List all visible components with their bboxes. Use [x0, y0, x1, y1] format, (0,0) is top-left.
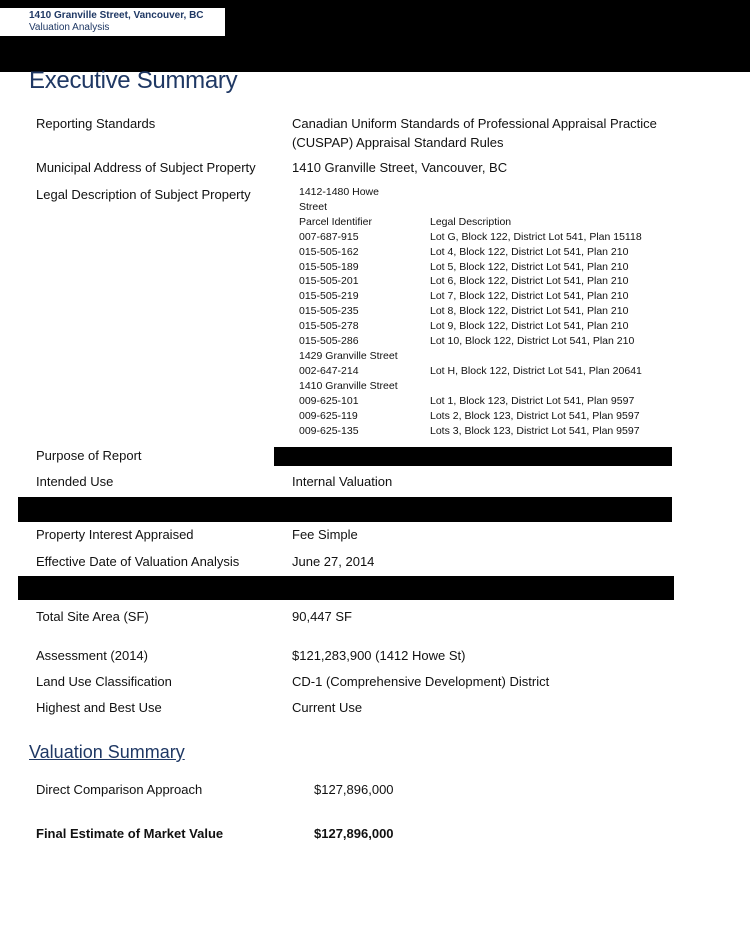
legal-group1-descs	[430, 230, 642, 348]
label-purpose-of-report: Purpose of Report	[36, 448, 142, 463]
label-intended-use: Intended Use	[36, 474, 114, 489]
value-reporting-standards-line1: Canadian Uniform Standards of Professional Appraisal Practice	[292, 116, 657, 131]
legal-pid: 015-505-201	[299, 275, 359, 288]
value-site-area: 90,447 SF	[292, 609, 352, 624]
legal-desc: Lot 5, Block 122, District Lot 541, Plan 210	[430, 260, 629, 273]
legal-pid: 015-505-189	[299, 260, 359, 273]
label-municipal-address: Municipal Address of Subject Property	[36, 160, 256, 175]
legal-desc: Lot G, Block 122, District Lot 541, Plan 15118	[430, 231, 642, 243]
value-direct-comparison: $127,896,000	[314, 782, 394, 797]
legal-pid: 007-687-915	[299, 231, 359, 243]
legal-pid: 015-505-219	[299, 290, 359, 303]
value-effective-date: June 27, 2014	[292, 554, 375, 569]
label-legal-description: Legal Description of Subject Property	[36, 187, 251, 202]
header-subtitle: Valuation Analysis	[29, 22, 110, 33]
label-land-use: Land Use Classification	[36, 674, 172, 689]
label-reporting-standards: Reporting Standards	[36, 116, 156, 131]
value-reporting-standards	[292, 114, 657, 152]
legal-group1-pids	[299, 230, 359, 348]
legal-desc: Lot 4, Block 122, District Lot 541, Plan 210	[430, 245, 629, 258]
value-reporting-standards-line2: (CUSPAP) Appraisal Standard Rules	[292, 135, 504, 150]
value-highest-best-use: Current Use	[292, 700, 363, 715]
legal-pid: 015-505-286	[299, 334, 359, 347]
label-direct-comparison: Direct Comparison Approach	[36, 782, 203, 797]
legal-desc: Lots 3, Block 123, District Lot 541, Plan 9597	[430, 424, 640, 437]
value-municipal-address: 1410 Granville Street, Vancouver, BC	[292, 160, 508, 175]
page-title: Executive Summary	[29, 67, 238, 94]
legal-pid: 015-505-162	[299, 245, 359, 258]
redaction-row-2	[18, 576, 674, 600]
redaction-row-1	[18, 497, 672, 522]
legal-desc: Lot 10, Block 122, District Lot 541, Plan 210	[430, 334, 635, 347]
legal-desc: Lot 6, Block 122, District Lot 541, Plan 210	[430, 275, 629, 288]
legal-pid: 015-505-235	[299, 304, 359, 317]
valuation-summary-title: Valuation Summary	[29, 742, 185, 762]
value-land-use: CD-1 (Comprehensive Development) District	[292, 674, 550, 689]
legal-pid: 009-625-135	[299, 424, 359, 437]
legal-group1-title	[299, 185, 379, 215]
redaction-purpose-value	[274, 447, 672, 466]
header-address: 1410 Granville Street, Vancouver, BC	[29, 10, 204, 21]
legal-pid: 002-647-214	[299, 365, 359, 377]
legal-column-desc-header: Legal Description	[430, 216, 512, 228]
legal-pid: 009-625-101	[299, 395, 359, 407]
legal-group3-descs	[430, 394, 640, 438]
legal-desc: Lot 7, Block 122, District Lot 541, Plan 210	[430, 290, 629, 303]
legal-pid: 009-625-119	[299, 409, 358, 422]
label-site-area: Total Site Area (SF)	[36, 609, 149, 624]
legal-desc: Lots 2, Block 123, District Lot 541, Plan 9597	[430, 409, 640, 422]
value-property-interest: Fee Simple	[292, 527, 358, 542]
label-effective-date: Effective Date of Valuation Analysis	[36, 554, 240, 569]
header-redaction-right	[225, 0, 750, 38]
legal-group3-title: 1410 Granville Street	[299, 380, 398, 392]
legal-pid: 015-505-278	[299, 319, 359, 332]
legal-group2-title: 1429 Granville Street	[299, 350, 398, 362]
legal-column-pid-header: Parcel Identifier	[299, 216, 372, 228]
value-assessment: $121,283,900 (1412 Howe St)	[292, 648, 466, 663]
label-property-interest: Property Interest Appraised	[36, 527, 194, 542]
value-final-estimate: $127,896,000	[314, 826, 394, 841]
legal-desc: Lot H, Block 122, District Lot 541, Plan 20641	[430, 365, 642, 377]
label-final-estimate: Final Estimate of Market Value	[36, 826, 224, 841]
legal-desc: Lot 9, Block 122, District Lot 541, Plan 210	[430, 319, 629, 332]
legal-group1-title-line1: 1412-1480 Howe	[299, 186, 379, 198]
legal-desc: Lot 1, Block 123, District Lot 541, Plan 9597	[430, 395, 635, 407]
document-header	[29, 10, 204, 34]
legal-group3-pids	[299, 394, 359, 438]
legal-group1-title-line2: Street	[299, 200, 328, 213]
legal-desc: Lot 8, Block 122, District Lot 541, Plan 210	[430, 304, 629, 317]
label-assessment: Assessment (2014)	[36, 648, 148, 663]
value-intended-use: Internal Valuation	[292, 474, 393, 489]
label-highest-best-use: Highest and Best Use	[36, 700, 162, 715]
